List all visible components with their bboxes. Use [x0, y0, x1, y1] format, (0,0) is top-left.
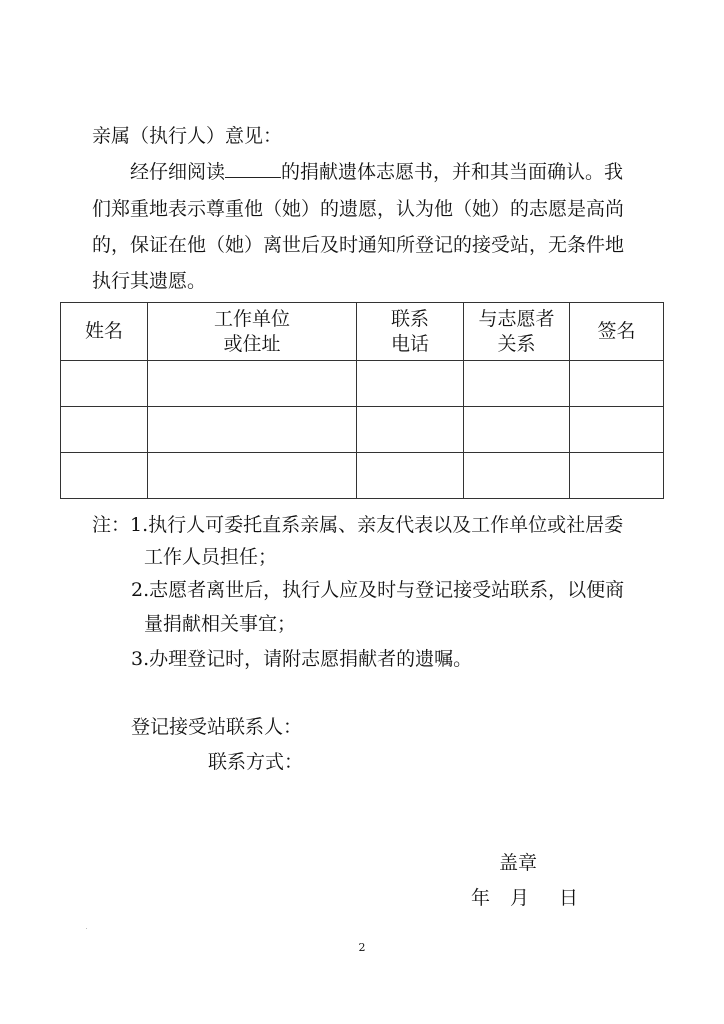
cell-workplace[interactable]: [148, 453, 357, 499]
notes-prefix: 注：: [92, 514, 131, 536]
cell-phone[interactable]: [357, 407, 464, 453]
header-relation: 与志愿者 关系: [464, 303, 570, 361]
note-3-number: 3.: [131, 648, 150, 670]
cell-relation[interactable]: [464, 361, 570, 407]
header-signature: 签名: [570, 303, 664, 361]
table-row: [61, 453, 664, 499]
cell-signature[interactable]: [570, 453, 664, 499]
note-1-text: 执行人可委托直系亲属、亲友代表以及工作单位或社居委: [148, 514, 624, 536]
cell-name[interactable]: [61, 407, 148, 453]
executor-table: [60, 302, 664, 499]
volunteer-name-blank: [225, 160, 281, 178]
station-contact-person-label: 登记接受站联系人：: [131, 716, 303, 738]
note-2-number: 2.: [131, 579, 150, 601]
date-year: 年: [471, 887, 491, 909]
seal-label: 盖章: [499, 852, 538, 874]
header-name: 姓名: [61, 303, 148, 361]
contact-method-label: 联系方式：: [208, 751, 304, 773]
opinion-line-1: [130, 160, 623, 183]
opinion-line-3: 的，保证在他（她）离世后及时通知所登记的接受站，无条件地: [92, 234, 625, 256]
note-1-number: 1.: [130, 514, 149, 536]
header-phone: 联系 电话: [357, 303, 464, 361]
table-row: [61, 361, 664, 407]
opinion-heading: 亲属（执行人）意见：: [92, 125, 283, 147]
cell-signature[interactable]: [570, 407, 664, 453]
note-2: [131, 579, 624, 601]
note-3: [131, 648, 472, 670]
note-3-text: 办理登记时，请附志愿捐献者的遗嘱。: [149, 648, 473, 670]
cell-name[interactable]: [61, 453, 148, 499]
cell-phone[interactable]: [357, 361, 464, 407]
note-2-continued: 量捐献相关事宜；: [144, 613, 297, 635]
cell-phone[interactable]: [357, 453, 464, 499]
scan-dot: [86, 928, 87, 929]
opinion-line-1-post: 的捐献遗体志愿书，并和其当面确认。我: [281, 161, 624, 183]
table-row: [61, 407, 664, 453]
cell-relation[interactable]: [464, 407, 570, 453]
table-header-row: [61, 303, 664, 361]
cell-name[interactable]: [61, 361, 148, 407]
cell-workplace[interactable]: [148, 361, 357, 407]
opinion-line-4: 执行其遗愿。: [92, 270, 207, 292]
date-day: 日: [559, 887, 579, 909]
opinion-line-2: 们郑重地表示尊重他（她）的遗愿，认为他（她）的志愿是高尚: [92, 198, 625, 220]
date-month: 月: [510, 887, 530, 909]
cell-workplace[interactable]: [148, 407, 357, 453]
opinion-line-1-pre: 经仔细阅读: [130, 161, 226, 183]
cell-signature[interactable]: [570, 361, 664, 407]
header-workplace: 工作单位 或住址: [148, 303, 357, 361]
note-1: [92, 514, 623, 536]
cell-relation[interactable]: [464, 453, 570, 499]
note-1-continued: 工作人员担任；: [144, 546, 278, 568]
note-2-text: 志愿者离世后，执行人应及时与登记接受站联系，以便商: [149, 579, 625, 601]
page-number: 2: [358, 941, 366, 954]
